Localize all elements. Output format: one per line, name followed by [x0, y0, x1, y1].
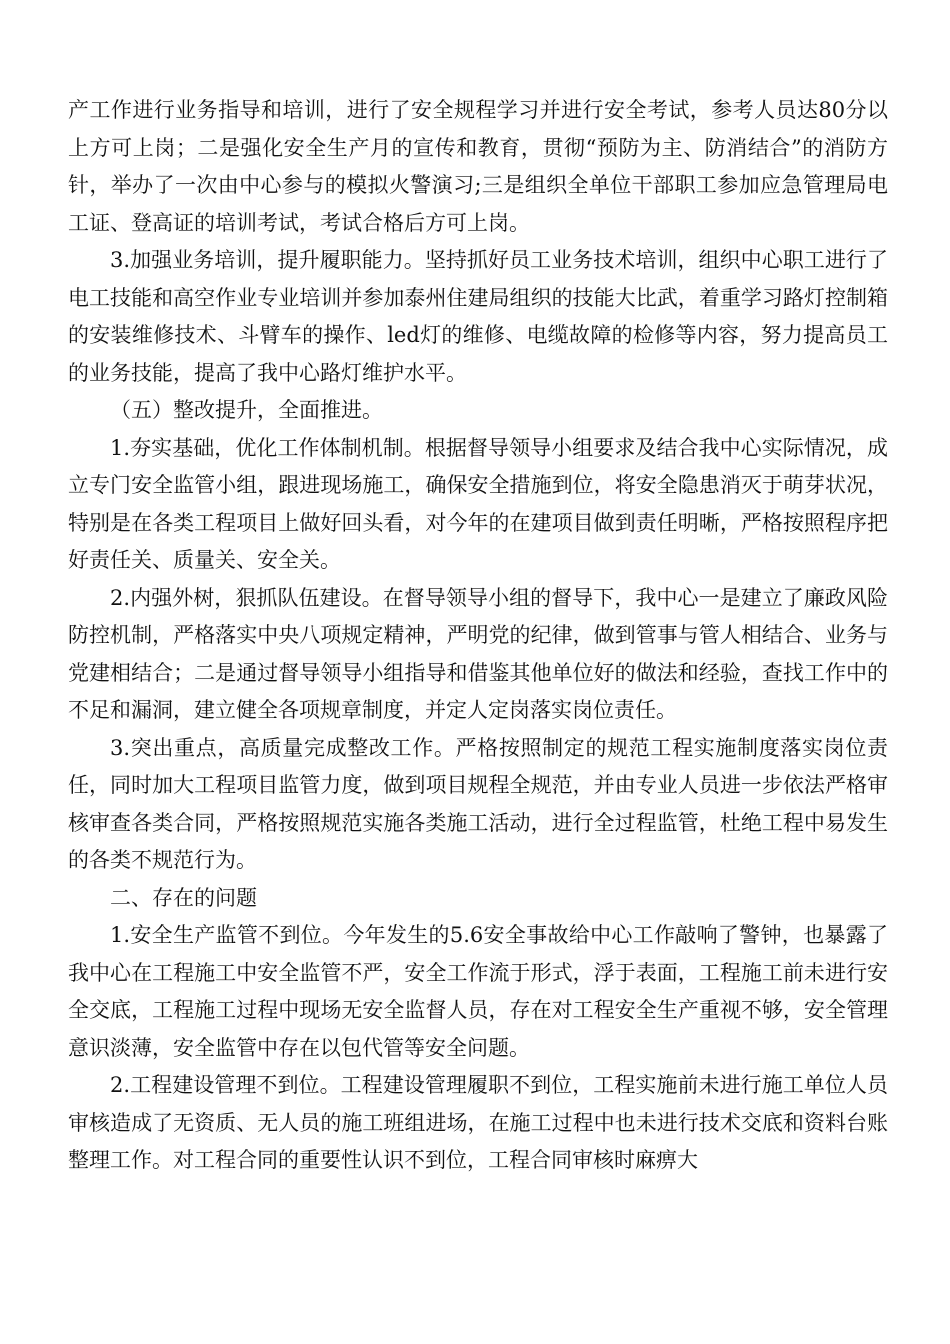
paragraph-continued: 产工作进行业务指导和培训，进行了安全规程学习并进行安全考试，参考人员达80分以上方可上岗；二是强化安全生产月的宣传和教育，贯彻“预防为主、防消结合”的消防方针，举办了一次由中心参与的模拟火警演习;三是组织全单位干部职工参加应急管理局电工证、登高证的培训考试，考试合格后方可上岗。	[68, 98, 888, 235]
paragraph-key-rectification: 3.突出重点，高质量完成整改工作。严格按照制定的规范工程实施制度落实岗位责任，同时加大工程项目监管力度，做到项目规程全规范，并由专业人员进一步依法严格审核审查各类合同，严格按照规范实施各类施工活动，进行全过程监管，杜绝工程中易发生的各类不规范行为。	[68, 735, 888, 872]
paragraph-consolidate-foundation: 1.夯实基础，优化工作体制机制。根据督导领导小组要求及结合我中心实际情况，成立专门安全监管小组，跟进现场施工，确保安全措施到位，将安全隐患消灭于萌芽状况，特别是在各类工程项目上做好回头看，对今年的在建项目做到责任明晰，严格按照程序把好责任关、质量关、安全关。	[68, 435, 888, 572]
paragraph-construction-management: 2.工程建设管理不到位。工程建设管理履职不到位，工程实施前未进行施工单位人员审核造成了无资质、无人员的施工班组进场，在施工过程中也未进行技术交底和资料台账整理工作。对工程合同的重要性认识不到位，工程合同审核时麻痹大	[68, 1073, 888, 1172]
section-heading-problems: 二、存在的问题	[110, 885, 257, 910]
paragraph-safety-supervision: 1.安全生产监管不到位。今年发生的5.6安全事故给中心工作敲响了警钟，也暴露了我中心在工程施工中安全监管不严，安全工作流于形式，浮于表面，工程施工前未进行安全交底，工程施工过程中现场无安全监督人员，存在对工程安全生产重视不够，安全管理意识淡薄，安全监管中存在以包代管等安全问题。	[68, 923, 888, 1060]
section-heading-rectification: （五）整改提升，全面推进。	[110, 398, 383, 422]
document-body	[68, 92, 888, 1179]
paragraph-business-training: 3.加强业务培训，提升履职能力。坚持抓好员工业务技术培训，组织中心职工进行了电工技能和高空作业专业培训并参加泰州住建局组织的技能大比武，着重学习路灯控制箱的安装维修技术、斗臂车的操作、led灯的维修、电缆故障的检修等内容，努力提高员工的业务技能，提高了我中心路灯维护水平。	[68, 248, 888, 385]
paragraph-team-building: 2.内强外树，狠抓队伍建设。在督导领导小组的督导下，我中心一是建立了廉政风险防控机制，严格落实中央八项规定精神，严明党的纪律，做到管事与管人相结合、业务与党建相结合；二是通过督导领导小组指导和借鉴其他单位好的做法和经验，查找工作中的不足和漏洞，建立健全各项规章制度，并定人定岗落实岗位责任。	[68, 585, 888, 722]
